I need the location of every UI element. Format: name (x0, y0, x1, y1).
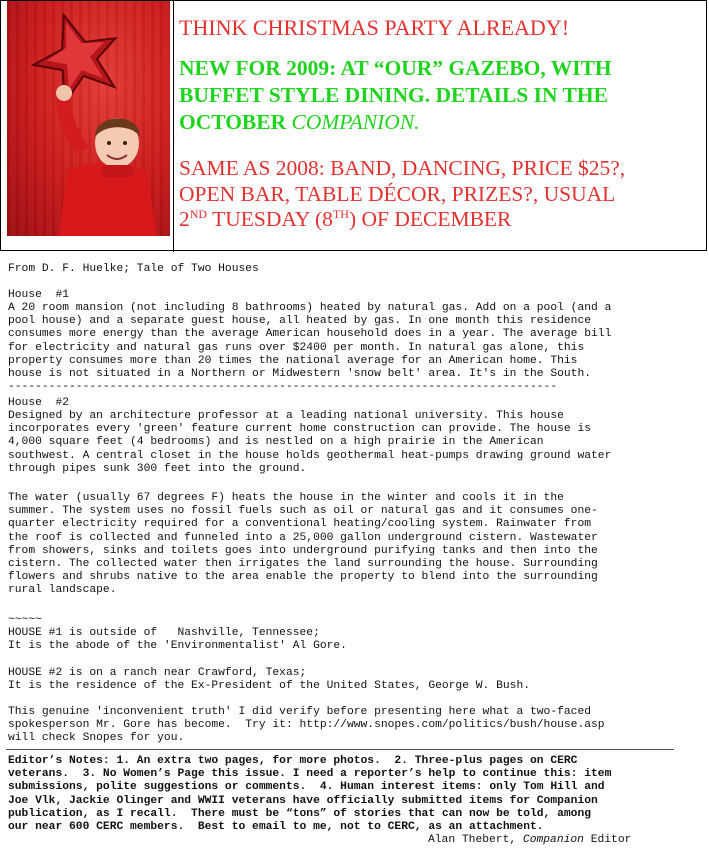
house2-reveal: HOUSE #2 is on a ranch near Crawford, Texas; It is the residence of the Ex-President of the United States, George W. Bush. (8, 667, 531, 693)
editor-notes: Editor’s Notes: 1. An extra two pages, for more photos. 2. Three-plus pages on CERC veterans. 3. No Women’s Page this issue. I need a reporter’s help to continue this: item submissions, polite suggestions or comments. 4. Human interest items: only Tom Hill and Joe Vlk, Jackie Olinger and WWII veterans have officially submitted items for Companion publication, as I recall. There must be “tons” of stories that can now be told, among our near 600 CERC members. Best to email to me, not to CERC, as an attachment. (8, 755, 612, 834)
editor-notes-rule (6, 749, 674, 750)
editor-signature: Alan Thebert, Companion Editor (428, 834, 632, 846)
house1-paragraph: A 20 room mansion (not including 8 bathrooms) heated by natural gas. Add on a pool (and a pool house) and a separate guest house, all heated by gas. In one month this residence consumes more energy than the average American household does in a year. The average bill for electricity and natural gas runs over $2400 per month. In natural gas alone, this property consumes more than 20 times the national average for an American home. This house is not situated in a Northern or Midwestern 'snow belt' area. It's in the South. (8, 302, 612, 381)
same-as-2008-text: SAME AS 2008: BAND, DANCING, PRICE $25?, OPEN BAR, TABLE DÉCOR, PRIZES?, USUAL 2ND TUESDAY (8TH) OF DECEMBER (179, 156, 626, 231)
article-byline: From D. F. Huelke; Tale of Two Houses (8, 263, 259, 275)
boy-with-star-illustration (7, 1, 170, 236)
separator-line: --------------------------------------------------------------------------------- (8, 381, 558, 393)
new-for-2009-text: NEW FOR 2009: AT “OUR” GAZEBO, WITH BUFFET STYLE DINING. DETAILS IN THE OCTOBER COMPANION. (179, 56, 612, 134)
house2-paragraph: Designed by an architecture professor at a leading national university. This house incorporates every 'green' feature current home construction can provide. The house is 4,000 square feet (4 bedrooms) and is nestled on a high prairie in the American southwest. A central closet in the house holds geothermal heat-pumps drawing ground water through pipes sunk 300 feet into the ground. (8, 410, 612, 475)
house1-heading: House #1 (8, 289, 70, 301)
banner-text (179, 15, 703, 233)
closing-paragraph: This genuine 'inconvenient truth' I did verify before presenting here what a two-faced spokesperson Mr. Gore has become. Try it: http://www.snopes.com/politics/bush/house.asp will check Snopes for you. (8, 706, 605, 745)
house2-heading: House #2 (8, 397, 70, 409)
party-headline: THINK CHRISTMAS PARTY ALREADY! (179, 15, 570, 40)
water-paragraph: The water (usually 67 degrees F) heats the house in the winter and cools it in the summer. The system uses no fossil fuels such as oil or natural gas and it consumes one- quarter electricity required for a conventional heating/cooling system. Rainwater from the roof is collected and funneled into a 25,000 gallon underground cistern. Wastewater from showers, sinks and toilets goes into underground purifying tanks and then into the cistern. The collected water then irrigates the land surrounding the house. Surrounding flowers and shrubs native to the area enable the property to blend into the surrounding rural landscape. (8, 492, 598, 597)
tilde-separator: ~~~~~ (8, 614, 42, 626)
banner-divider (173, 1, 174, 252)
house1-reveal: HOUSE #1 is outside of Nashville, Tennessee; It is the abode of the 'Environmentalist' Al Gore. (8, 627, 347, 653)
christmas-photo (7, 1, 170, 236)
christmas-party-banner (0, 0, 707, 251)
red-star-icon (22, 2, 130, 108)
